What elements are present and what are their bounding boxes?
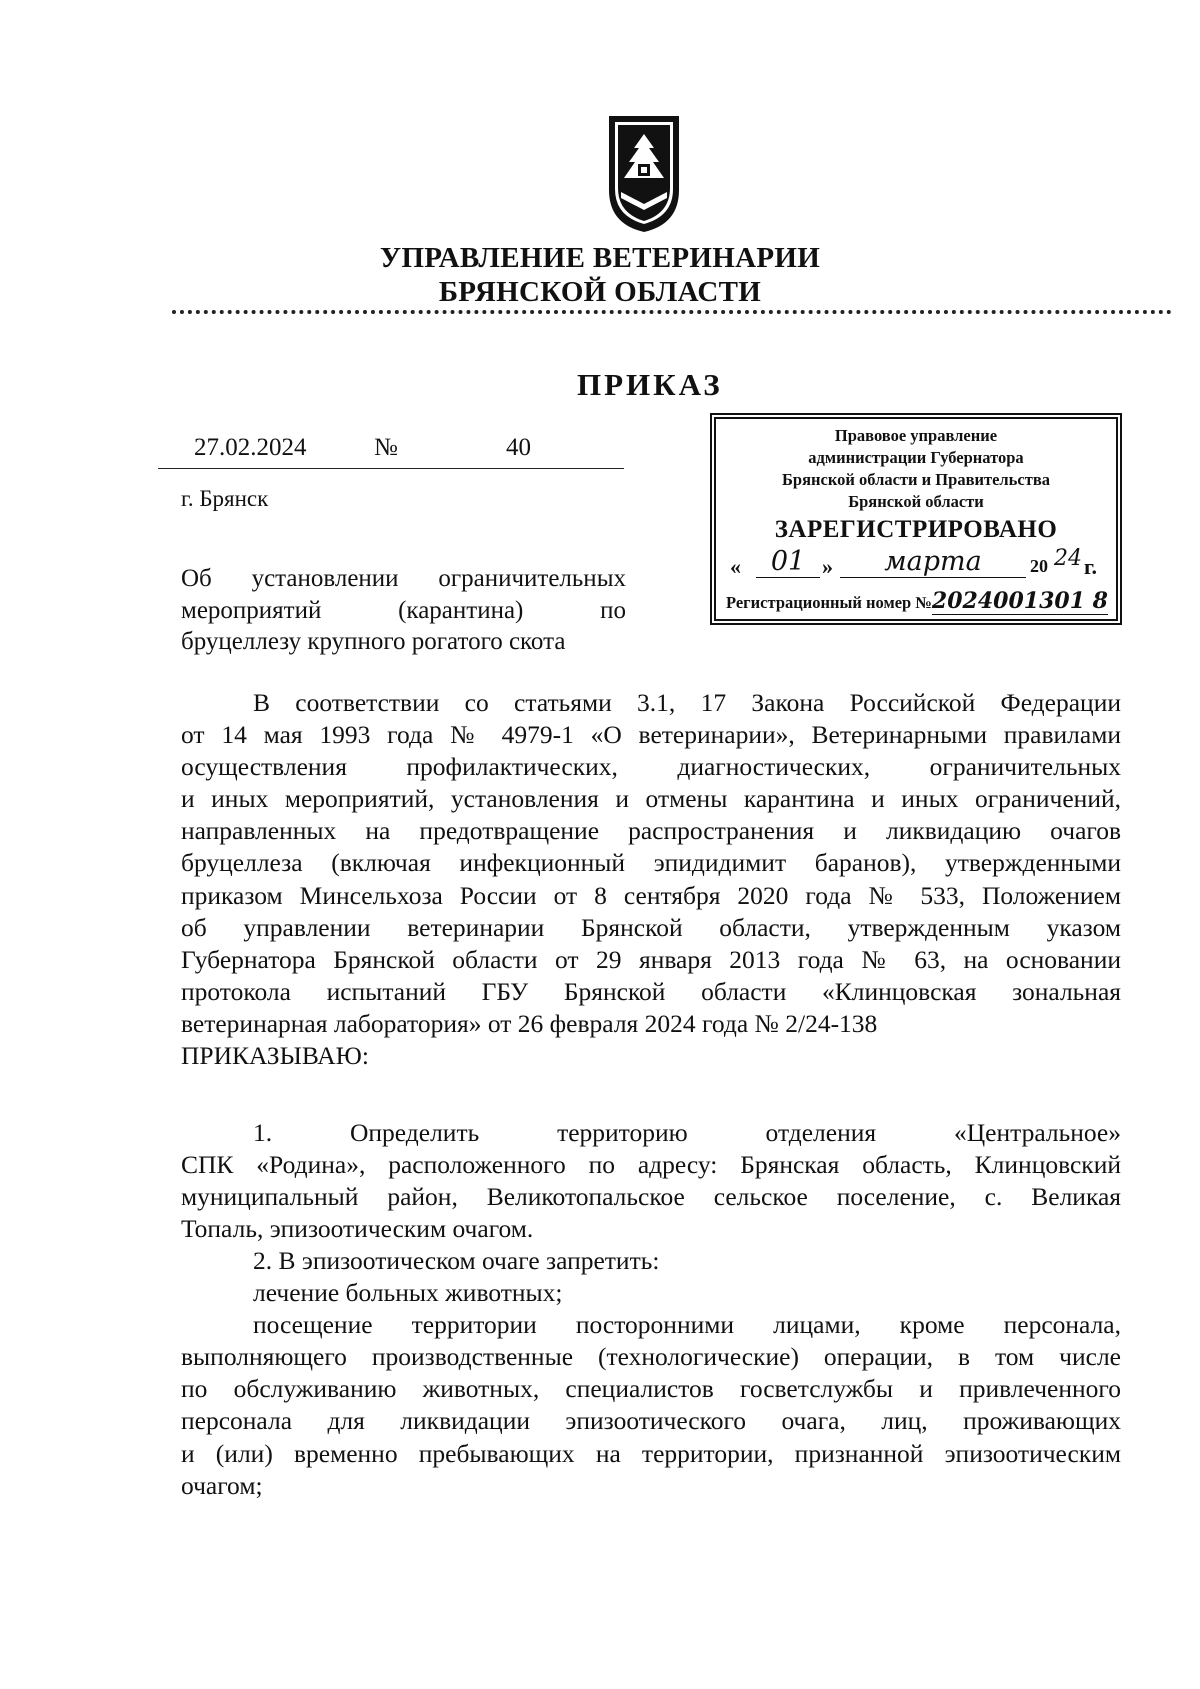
item-line: очагом; [181,1470,263,1500]
subject-line: Об установлении ограничительных [181,565,626,592]
item-line: лечение больных животных; [253,1278,563,1308]
city: г. Брянск [181,486,269,511]
order-item-2 [181,1245,1121,1502]
stamp-registration-number [716,588,1116,614]
coat-of-arms-emblem [601,112,687,236]
organization-name-line2: БРЯНСКОЙ ОБЛАСТИ [438,276,762,308]
item-line: выполняющего производственные (технологические) операции, в том числе [181,1342,1121,1372]
item-line: по обслуживанию животных, специалистов госветслужбы и привлеченного [181,1374,1121,1404]
item-line: муниципальный район, Великотопальское сельское поселение, с. Великая [181,1182,1121,1212]
preamble-line: приказом Минсельхоза России от 8 сентября 2020 года № 533, Положением [181,880,1121,910]
stamp-month: марта [840,546,1026,578]
preamble-line: В соответствии со статьями 3.1, 17 Закона Российской Федерации [253,688,1121,717]
item-line: персонала для ликвидации эпизоотического очага, лиц, проживающих [181,1406,1121,1436]
stamp-line: Брянской области и Правительства [782,470,1050,489]
item-line: СПК «Родина», расположенного по адресу: Брянская область, Клинцовский [181,1150,1121,1180]
document-date: 27.02.2024 [194,434,307,461]
stamp-reg-label: Регистрационный номер № [726,593,932,612]
preamble-line: бруцеллеза (включая инфекционный эпидидимит баранов), утвержденными [181,848,1121,878]
item-line: и (или) временно пребывающих на территории, признанной эпизоотическим [181,1438,1121,1468]
stamp-year-suffix: 24 [1054,546,1082,571]
stamp-reg-number: 2024001301 8 [931,588,1108,614]
order-word: ПРИКАЗЫВАЮ: [181,1041,369,1071]
preamble-line: направленных на предотвращение распространения и ликвидацию очагов [181,816,1121,846]
date-number-line [158,432,624,469]
preamble [181,687,1121,1072]
preamble-line: осуществления профилактических, диагностических, ограничительных [181,752,1121,782]
document-subject [181,563,626,658]
preamble-line: Губернатора Брянской области от 29 января 2013 года № 63, на основании [181,944,1121,974]
stamp-year-prefix: 20 [1030,556,1048,576]
number-sign: № [374,434,398,461]
stamp-date: « 01 » марта 20 24 г. [730,546,1098,579]
stamp-line: Правовое управление [834,426,998,445]
document-number: 40 [506,434,531,461]
stamp-line: Брянской области [848,492,984,511]
item-line: Топаль, эпизоотическим очагом. [181,1214,534,1244]
preamble-line: от 14 мая 1993 года № 4979-1 «О ветеринарии», Ветеринарными правилами [181,720,1121,750]
stamp-line: администрации Губернатора [808,448,1024,467]
organization-name-line1: УПРАВЛЕНИЕ ВЕТЕРИНАРИИ [379,242,821,274]
stamp-year-unit: г. [1084,554,1098,579]
preamble-line: и иных мероприятий, установления и отмены карантина и иных ограничений, [181,784,1121,814]
stamp-day: 01 [756,546,820,578]
preamble-line: протокола испытаний ГБУ Брянской области «Клинцовская зональная [181,976,1121,1006]
subject-line: мероприятий (карантина) по [181,596,626,624]
item-line: посещение территории посторонними лицами, кроме персонала, [253,1310,1121,1340]
stamp-registered: ЗАРЕГИСТРИРОВАНО [774,516,1058,543]
item-line: 2. В эпизоотическом очаге запретить: [253,1246,660,1275]
order-item-1 [181,1117,1121,1245]
document-type-title: ПРИКАЗ [577,367,723,402]
registration-stamp [714,417,1118,621]
preamble-line: об управлении ветеринарии Брянской области, утвержденным указом [181,912,1121,942]
preamble-line: ветеринарная лаборатория» от 26 февраля 2024 года № 2/24-138 [181,1008,878,1038]
item-line: 1. Определить территорию отделения «Центральное» [253,1118,1121,1147]
header-divider [172,310,1172,314]
subject-line: бруцеллезу крупного рогатого скота [181,628,566,655]
